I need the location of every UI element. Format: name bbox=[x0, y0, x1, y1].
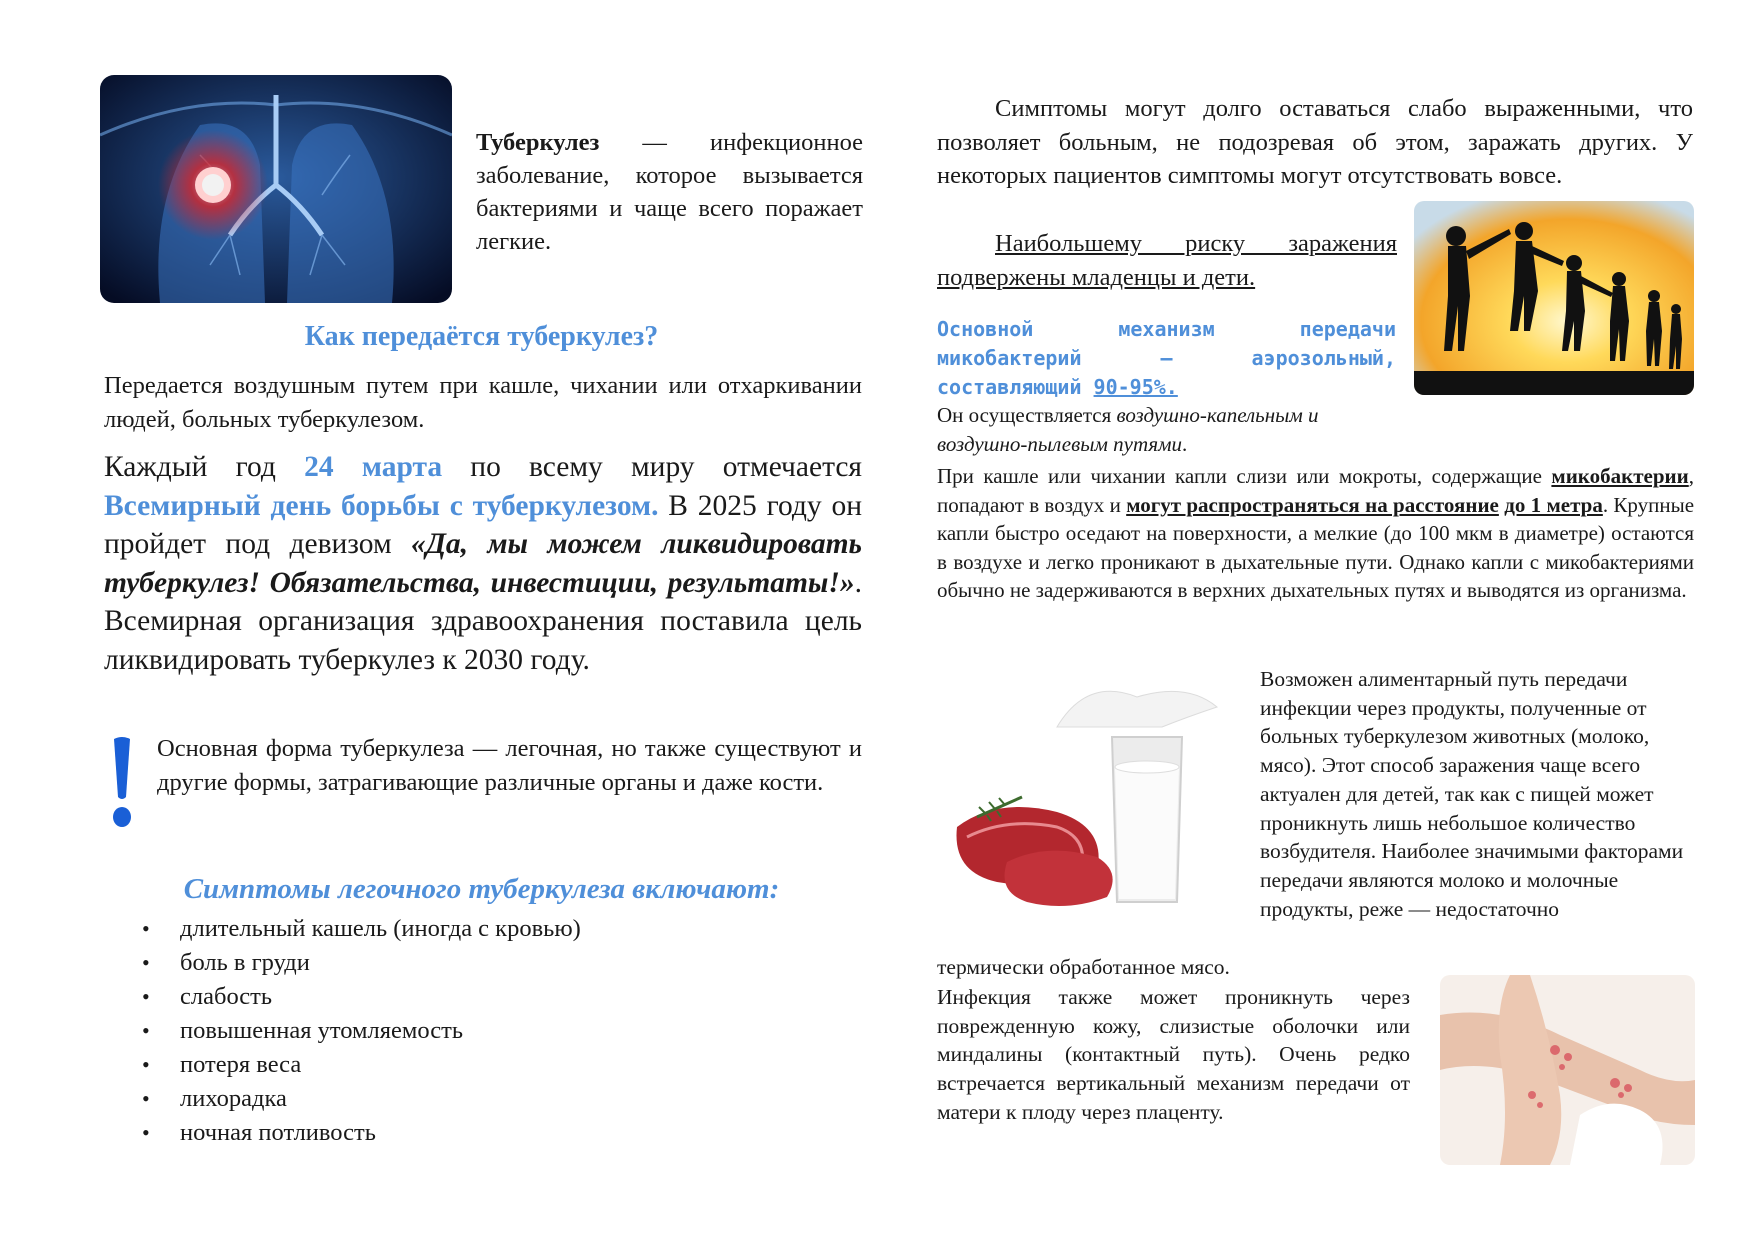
transmission-text: Передается воздушным путем при кашле, чихании или отхаркивании людей, больных туберкулезом. bbox=[104, 372, 862, 433]
children-silhouette-image bbox=[1414, 201, 1694, 395]
transmission-heading: Как передаётся туберкулез? bbox=[304, 321, 659, 352]
list-item: • потеря веса bbox=[140, 1048, 581, 1082]
mechanism-percent: 90-95%. bbox=[1093, 375, 1178, 399]
world-day-event: Всемирный день борьбы с туберкулезом. bbox=[104, 489, 659, 522]
list-item: • длительный кашель (иногда с кровью) bbox=[140, 912, 581, 946]
cough-text-1: При кашле или чихании капли слизи или мокроты, содержащие bbox=[937, 464, 1552, 488]
skin-rash-image bbox=[1440, 975, 1695, 1165]
list-item: • повышенная утомляемость bbox=[140, 1014, 581, 1048]
cough-text-2: , попадают в воздух и bbox=[937, 464, 1694, 517]
list-item: • боль в груди bbox=[140, 946, 581, 980]
list-item: • ночная потливость bbox=[140, 1116, 581, 1150]
milk-and-meat-image bbox=[937, 667, 1237, 927]
food-paragraph: Возможен алиментарный путь передачи инфекции через продукты, полученные от больных туберкулезом животных (молоко, мясо). Этот способ заражения чаще всего актуален для детей, так как с пищей может проникнуть лишь небольшое количество возбудителя. Наиболее значимыми факторами передачи являются молоко и молочные продукты, реже — недостаточно bbox=[1260, 667, 1684, 921]
aerosol-ways: воздушно-капельным и воздушно-пылевым путями bbox=[937, 403, 1319, 456]
world-day-text-4: . Всемирная организация здравоохранения поставила цель ликвидировать туберкулез к 2030 году. bbox=[104, 566, 862, 676]
world-day-paragraph bbox=[104, 448, 862, 679]
mechanism-text: Основной механизм передачи микобактерий — аэрозольный, составляющий bbox=[937, 317, 1396, 399]
list-item: • слабость bbox=[140, 980, 581, 1014]
intro-paragraph bbox=[476, 126, 863, 258]
intro-term: Туберкулез bbox=[476, 129, 600, 156]
world-day-text-1: Каждый год bbox=[104, 451, 305, 483]
lungs-image bbox=[100, 75, 452, 303]
cough-bold-3: до 1 метра bbox=[1504, 492, 1603, 517]
cough-text-4: . Крупные капли быстро оседают на поверхности, а мелкие (до 100 мкм в диаметре) остаются в воздухе и легко проникают в дыхательные пути. Однако капли с микобактериями обычно не задерживаются в верхних дыхательных путях и выводятся из организма. bbox=[937, 492, 1695, 602]
list-item: • лихорадка bbox=[140, 1082, 581, 1116]
symptoms-heading: Симптомы легочного туберкулеза включают: bbox=[183, 873, 780, 905]
forms-note: Основная форма туберкулеза — легочная, но также существуют и другие формы, затрагивающие различные органы и даже кости. bbox=[157, 735, 862, 796]
aerosol-text-2: . bbox=[1182, 431, 1188, 456]
symptoms-list bbox=[140, 912, 581, 1150]
food-paragraph-end: термически обработанное мясо. bbox=[937, 955, 1230, 979]
world-day-text-3: В 2025 году он пройдет под девизом bbox=[104, 489, 862, 560]
mechanism-paragraph bbox=[937, 315, 1396, 402]
risk-paragraph: Наибольшему риску заражения подвержены младенцы и дети. bbox=[937, 230, 1397, 291]
cough-paragraph bbox=[937, 462, 1694, 605]
cough-bold-1: микобактерии bbox=[1551, 464, 1689, 488]
intro-definition: — инфекционное заболевание, которое вызывается бактериями и чаще всего поражает легкие. bbox=[476, 129, 863, 255]
aerosol-text-1: Он осуществляется bbox=[937, 403, 1117, 427]
contact-paragraph: Инфекция также может проникнуть через поврежденную кожу, слизистые оболочки или миндалины (контактный путь). Очень редко встречается вертикальный механизм передачи от матери к плоду через плаценту. bbox=[937, 985, 1410, 1124]
world-day-date: 24 марта bbox=[304, 451, 443, 483]
cough-bold-2: могут распространяться на расстояние bbox=[1126, 492, 1499, 517]
aerosol-paragraph bbox=[937, 401, 1407, 458]
exclamation-icon bbox=[104, 735, 140, 830]
world-day-text-2: по всему миру отмечается bbox=[442, 451, 862, 483]
world-day-slogan: «Да, мы можем ликвидировать туберкулез! Обязательства, инвестиции, результаты!» bbox=[104, 528, 862, 599]
mild-symptoms-paragraph: Симптомы могут долго оставаться слабо выраженными, что позволяет больным, не подозревая об этом, заражать других. У некоторых пациентов симптомы могут отсутствовать вовсе. bbox=[937, 95, 1693, 189]
